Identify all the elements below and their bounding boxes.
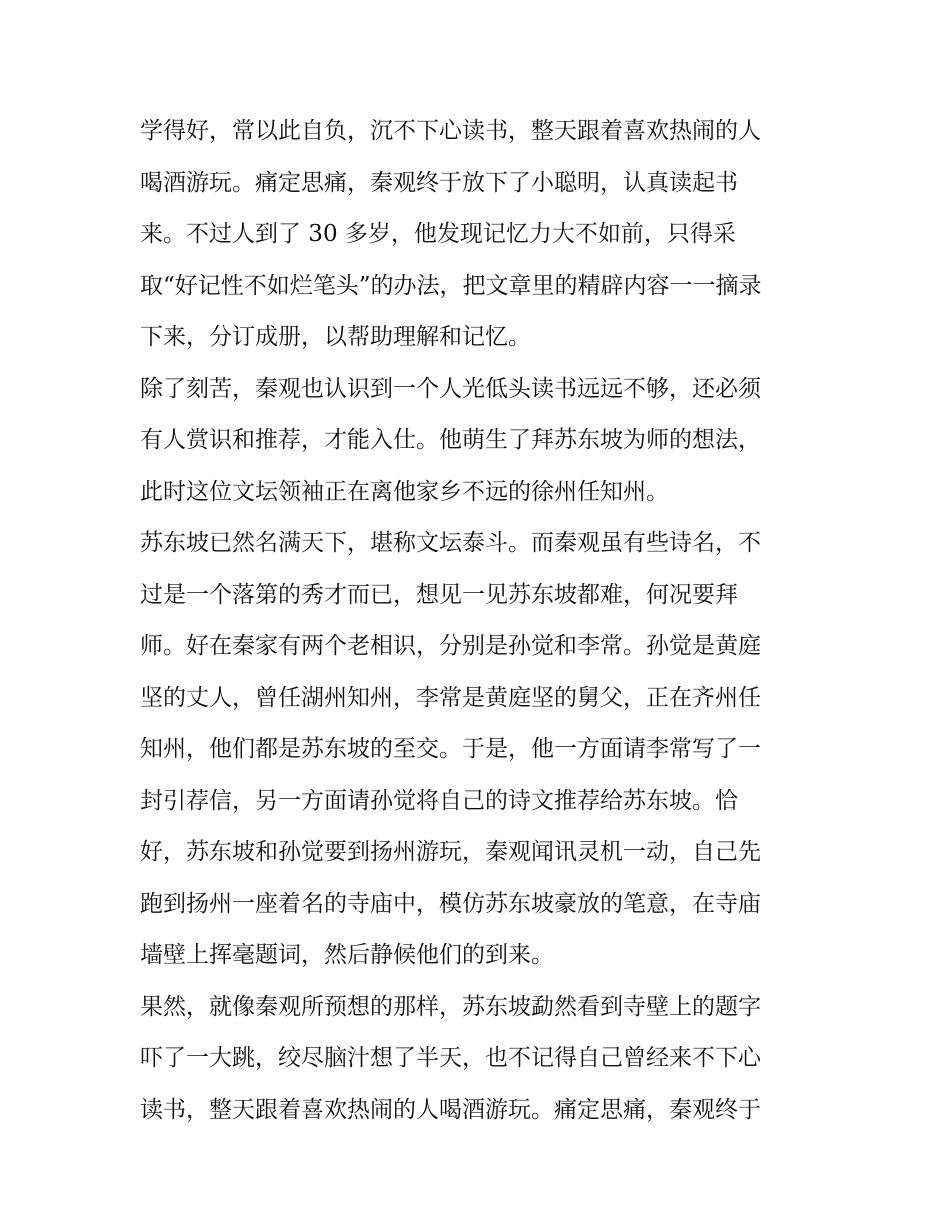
text-line: 封引荐信，另一方面请孙觉将自己的诗文推荐给苏东坡。恰: [140, 787, 738, 814]
text-line: 苏东坡已然名满天下，堪称文坛泰斗。而秦观虽有些诗名，不: [140, 530, 761, 556]
text-line: 知州，他们都是苏东坡的至交。于是，他一方面请李常写了一: [140, 736, 761, 762]
text-line: 果然，就像秦观所预想的那样，苏东坡勐然看到寺壁上的题字: [140, 993, 761, 1020]
text-line: 除了刻苦，秦观也认识到一个人光低头读书远远不够，还必须: [140, 375, 761, 402]
text-line: 读书，整天跟着喜欢热闹的人喝酒游玩。痛定思痛，秦观终于: [140, 1096, 761, 1123]
paragraph-3: [140, 518, 812, 982]
paragraph-2: [140, 364, 812, 519]
text-line: 坚的丈人，曾任湖州知州，李常是黄庭坚的舅父，正在齐州任: [140, 684, 761, 711]
text-line: 墙壁上挥毫题词，然后静候他们的到来。: [140, 942, 554, 968]
text-line: 下来，分订成册，以帮助理解和记忆。: [140, 324, 531, 350]
text-line: 来。不过人到了 30 多岁，他发现记忆力大不如前，只得采: [140, 221, 736, 247]
paragraph-1: [140, 106, 812, 364]
text-line: 取“好记性不如烂笔头”的办法，把文章里的精辟内容一一摘录: [140, 272, 762, 299]
document-body: [140, 106, 812, 1136]
text-line: 此时这位文坛领袖正在离他家乡不远的徐州任知州。: [140, 478, 669, 505]
paragraph-4: [140, 982, 812, 1137]
text-line: 吓了一大跳，绞尽脑汁想了半天，也不记得自己曾经来不下心: [140, 1045, 761, 1071]
text-line: 学得好，常以此自负，沉不下心读书，整天跟着喜欢热闹的人: [140, 118, 761, 144]
text-line: 师。好在秦家有两个老相识，分别是孙觉和李常。孙觉是黄庭: [140, 633, 761, 659]
text-line: 好，苏东坡和孙觉要到扬州游玩，秦观闻讯灵机一动，自己先: [140, 839, 761, 865]
text-line: 跑到扬州一座着名的寺庙中，模仿苏东坡豪放的笔意，在寺庙: [140, 890, 761, 917]
text-line: 有人赏识和推荐，才能入仕。他萌生了拜苏东坡为师的想法，: [140, 427, 761, 453]
text-line: 喝酒游玩。痛定思痛，秦观终于放下了小聪明，认真读起书: [140, 169, 738, 196]
text-line: 过是一个落第的秀才而已，想见一见苏东坡都难，何况要拜: [140, 581, 738, 608]
